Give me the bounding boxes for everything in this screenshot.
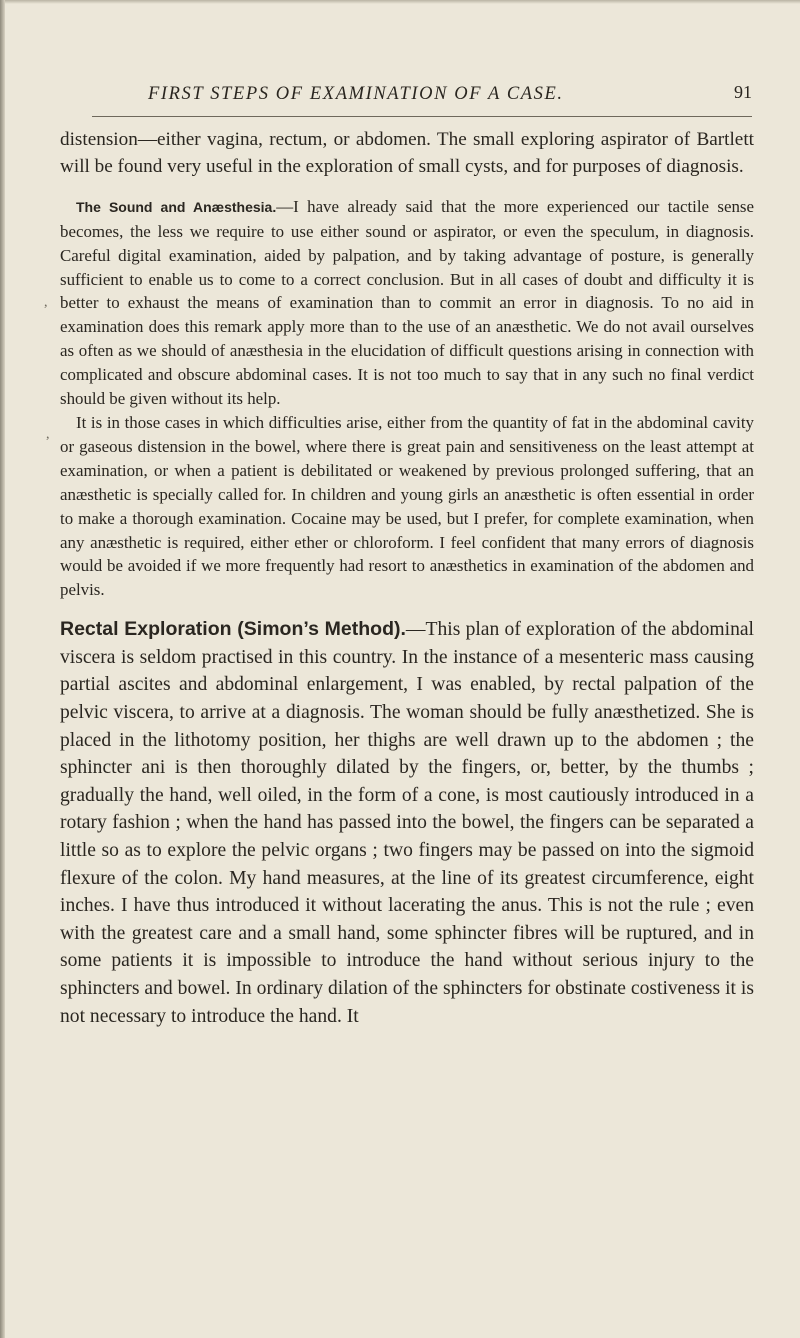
- header-rule: [92, 116, 752, 117]
- body-text: [60, 126, 754, 1030]
- page-header: [62, 78, 752, 122]
- page-number: 91: [734, 82, 752, 102]
- section-heading-rectal-exploration: Rectal Exploration (Simon’s Method).: [60, 618, 406, 641]
- paragraph-text: —This plan of exploration of the abdominal viscera is seldom practised in this country. In the instance of a mesenteric mass causing partial ascites and abdominal enlargement, I was enabled, by rectal palpation of the pelvic viscera, to arrive at a diagnosis. The woman should be fully anæsthetized. She is placed in the lithotomy position, her thighs are well drawn up to the abdomen ; the sphincter ani is then thoroughly dilated by the fingers, or, better, by the thumbs ; gradually the hand, well oiled, in the form of a cone, is most cautiously introduced in a rotary fashion ; when the hand has passed into the bowel, the fingers can be separated a little so as to explore the pelvic organs ; two fingers may be passed on into the sigmoid flexure of the colon. My hand measures, at the line of its greatest circumference, eight inches. I have thus introduced it without lacerating the anus. This is not the rule ; even with the greatest care and a small hand, some sphincter fibres will be ruptured, and in some patients it is impossible to introduce the hand without serious injury to the sphincters and bowel. In ordinary dilation of the sphincters for obstinate costiveness it is not necessary to introduce the hand. It: [60, 619, 755, 1027]
- paragraph-sound-anaesthesia: [60, 195, 754, 411]
- paragraph-text: —I have already said that the more experienced our tactile sense becomes, the less we require to use either sound or aspirator, or even the speculum, in diagnosis. Careful digital examination, aided by palpation, and by taking advantage of posture, is generally sufficient to enable us to come to a correct conclusion. But in all cases of doubt and difficulty it is better to exhaust the means of examination than to commit an error in diagnosis. To no aid in examination does this remark apply more than to the use of an anæsthetic. We do not avail ourselves as often as we should of anæsthesia in the elucidation of difficult questions arising in connection with complicated and obscure abdominal cases. It is not too much to say that in any such no final verdict should be given without its help.: [60, 196, 754, 409]
- margin-mark: ,: [44, 295, 48, 310]
- page-binding-edge: [0, 0, 5, 1338]
- margin-mark: ,: [46, 427, 50, 442]
- page-top-edge: [0, 0, 800, 4]
- running-head: FIRST STEPS OF EXAMINATION OF A CASE.: [148, 84, 564, 104]
- section-heading-sound-anaesthesia: The Sound and Anæsthesia.: [76, 198, 277, 215]
- paragraph-rectal-exploration: [60, 616, 754, 1030]
- paragraph-anaesthetic-cases: It is in those cases in which difficulties arise, either from the quantity of fat in the abdominal cavity or gaseous distension in the bowel, where there is great pain and sensitiveness on the least attempt at examination, or when a patient is debilitated or weakened by previous prolonged suffering, that an anæsthetic is specially called for. In children and young girls an anæsthetic is often essential in order to make a thorough examination. Cocaine may be used, but I prefer, for complete examination, when any anæsthetic is required, either ether or chloroform. I feel confident that many errors of diagnosis would be avoided if we more frequently had resort to anæsthetics in examination of the abdomen and pelvis.: [60, 412, 754, 600]
- paragraph-intro: distension—either vagina, rectum, or abdomen. The small exploring aspirator of Bartlett will be found very useful in the exploration of small cysts, and for purposes of diagnosis.: [60, 129, 754, 178]
